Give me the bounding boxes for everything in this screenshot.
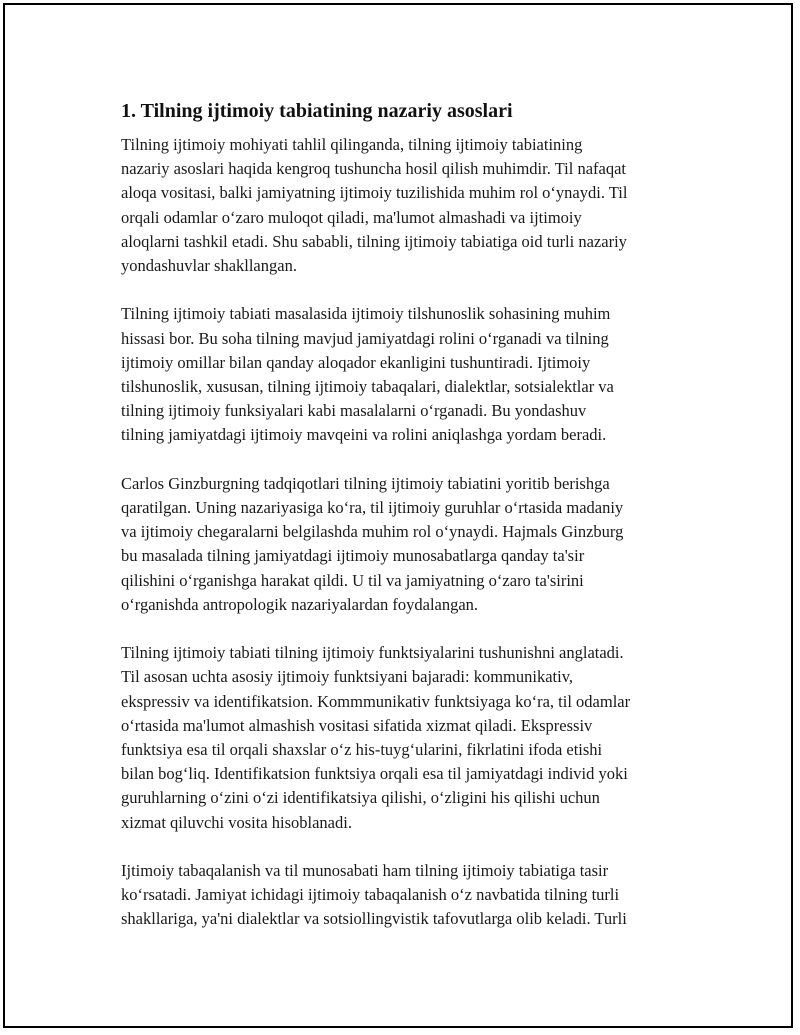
text-line: guruhlarning oʻzini oʻzi identifikatsiya qilishi, oʻzligini his qilishi uchun	[121, 788, 600, 808]
document-page	[3, 3, 793, 1028]
text-line: funktsiya esa til orqali shaxslar oʻz his-tuygʻularini, fikrlatini ifoda etishi	[121, 740, 603, 760]
document-body	[121, 97, 693, 956]
section-heading: 1. Tilning ijtimoiy tabiatining nazariy asoslari	[121, 100, 513, 122]
text-line: Ijtimoiy tabaqalanish va til munosabati ham tilning ijtimoiy tabiatiga tasir	[121, 861, 609, 881]
text-line: va ijtimoiy chegaralarni belgilashda muhim rol oʻynaydi. Hajmals Ginzburg	[121, 522, 624, 542]
text-line: tilning ijtimoiy funksiyalari kabi masalalarni oʻrganadi. Bu yondashuv	[121, 401, 587, 421]
text-line: tilning jamiyatdagi ijtimoiy mavqeini va rolini aniqlashga yordam beradi.	[121, 425, 607, 445]
text-line: ekspressiv va identifikatsion. Kommmunikativ funktsiyaga koʻra, til odamlar	[121, 691, 631, 711]
text-line: Carlos Ginzburgning tadqiqotlari tilning ijtimoiy tabiatini yoritib berishga	[121, 473, 610, 493]
text-line: hissasi bor. Bu soha tilning mavjud jamiyatdagi rolini oʻrganadi va tilning	[121, 328, 609, 348]
text-line: qaratilgan. Uning nazariyasiga koʻra, til ijtimoiy guruhlar oʻrtasida madaniy	[121, 498, 624, 518]
text-line: orqali odamlar oʻzaro muloqot qiladi, ma'lumot almashadi va ijtimoiy	[121, 207, 582, 227]
paragraph-4	[121, 641, 693, 835]
text-line: Til asosan uchta asosiy ijtimoiy funktsiyani bajaradi: kommunikativ,	[121, 667, 574, 687]
text-line: koʻrsatadi. Jamiyat ichidagi ijtimoiy tabaqalanish oʻz navbatida tilning turli	[121, 885, 620, 905]
text-line: xizmat qiluvchi vosita hisoblanadi.	[121, 812, 352, 832]
text-line: shakllariga, ya'ni dialektlar va sotsiollingvistik tafovutlarga olib keladi. Turli	[121, 909, 627, 929]
text-line: aloqa vositasi, balki jamiyatning ijtimoiy tuzilishida muhim rol oʻynaydi. Til	[121, 183, 628, 203]
text-line: oʻrganishda antropologik nazariyalardan foydalangan.	[121, 594, 479, 614]
text-line: ijtimoiy omillar bilan qanday aloqador ekanligini tushuntiradi. Ijtimoiy	[121, 352, 591, 372]
text-line: aloqlarni tashkil etadi. Shu sababli, tilning ijtimoiy tabiatiga oid turli nazariy	[121, 231, 627, 251]
text-line: bu masalada tilning jamiyatdagi ijtimoiy munosabatlarga qanday ta'sir	[121, 546, 585, 566]
paragraph-1	[121, 133, 693, 278]
paragraph-5	[121, 859, 693, 932]
text-line: qilishini oʻrganishga harakat qildi. U til va jamiyatning oʻzaro ta'sirini	[121, 570, 584, 590]
text-line: oʻrtasida ma'lumot almashish vositasi sifatida xizmat qiladi. Ekspressiv	[121, 715, 593, 735]
text-line: yondashuvlar shakllangan.	[121, 256, 297, 276]
paragraph-2	[121, 302, 693, 447]
text-line: bilan bogʻliq. Identifikatsion funktsiya orqali esa til jamiyatdagi individ yoki	[121, 764, 628, 784]
text-line: tilshunoslik, xususan, tilning ijtimoiy tabaqalari, dialektlar, sotsialektlar va	[121, 377, 614, 397]
text-line: Tilning ijtimoiy mohiyati tahlil qilinganda, tilning ijtimoiy tabiatining	[121, 135, 583, 154]
paragraph-3	[121, 472, 693, 617]
text-line: Tilning ijtimoiy tabiati tilning ijtimoiy funktsiyalarini tushunishni anglatadi.	[121, 643, 624, 663]
text-line: Tilning ijtimoiy tabiati masalasida ijtimoiy tilshunoslik sohasining muhim	[121, 304, 611, 324]
text-line: nazariy asoslari haqida kengroq tushuncha hosil qilish muhimdir. Til nafaqat	[121, 159, 627, 179]
